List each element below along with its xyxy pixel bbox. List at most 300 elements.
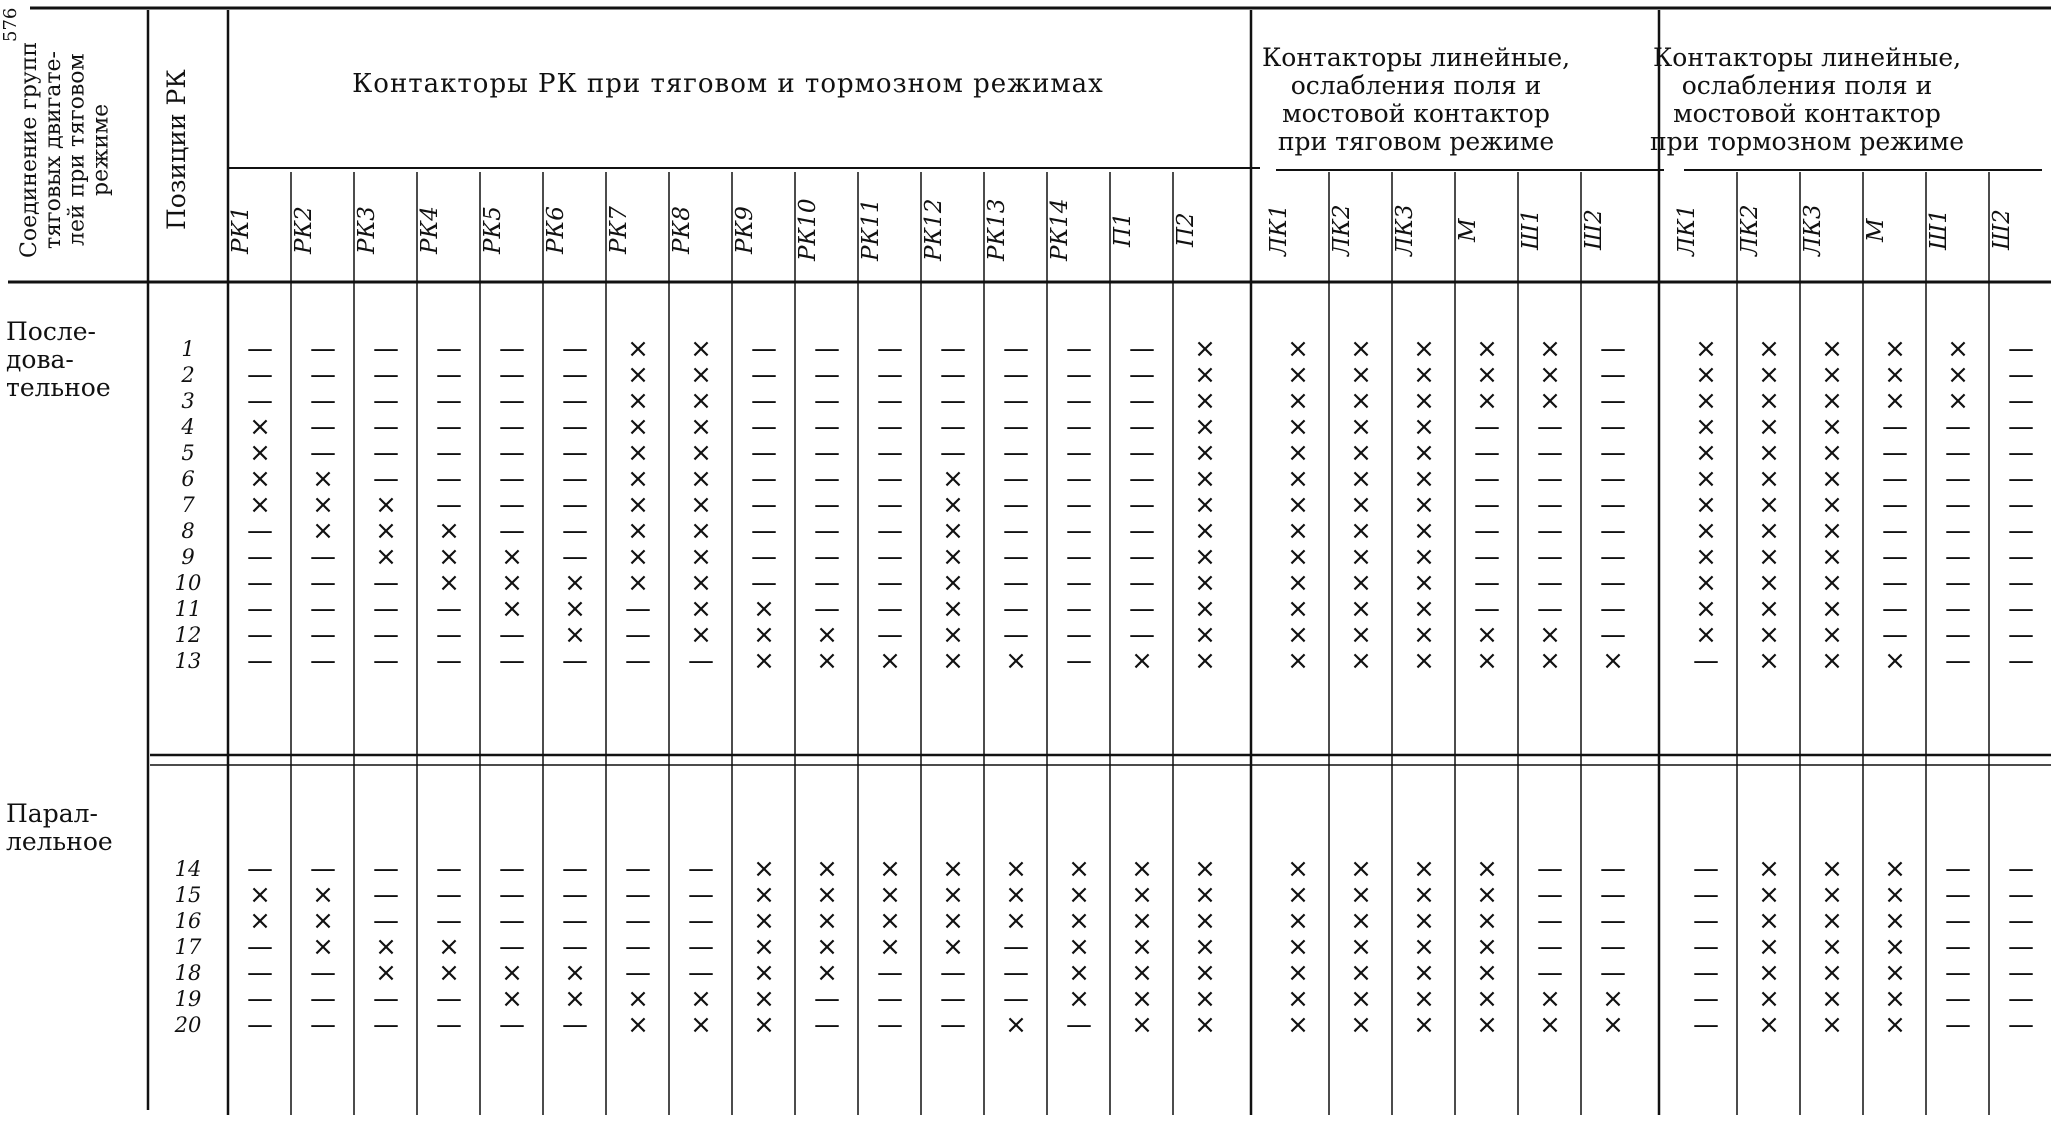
contact-closed-mark: × (1758, 386, 1780, 416)
contact-closed-mark: × (1287, 334, 1309, 364)
contact-open-mark: — (940, 334, 966, 364)
contact-open-mark: — (247, 620, 273, 650)
column-header: Ш1 (1926, 209, 1952, 251)
contact-open-mark: — (1537, 464, 1563, 494)
contact-open-mark: — (2008, 516, 2034, 546)
column-header: Ш1 (1518, 209, 1544, 251)
contact-closed-mark: × (375, 958, 397, 988)
contact-open-mark: — (814, 594, 840, 624)
contact-open-mark: — (1474, 464, 1500, 494)
contact-closed-mark: × (1758, 854, 1780, 884)
contact-closed-mark: × (690, 386, 712, 416)
contact-open-mark: — (1945, 1010, 1971, 1040)
contact-open-mark: — (499, 334, 525, 364)
contact-closed-mark: × (1413, 932, 1435, 962)
contact-open-mark: — (1066, 464, 1092, 494)
contact-open-mark: — (751, 568, 777, 598)
contact-open-mark: — (1129, 594, 1155, 624)
contact-open-mark: — (436, 880, 462, 910)
contact-closed-mark: × (627, 464, 649, 494)
contact-closed-mark: × (249, 464, 271, 494)
contact-closed-mark: × (1350, 854, 1372, 884)
contact-open-mark: — (1945, 984, 1971, 1014)
contact-closed-mark: × (753, 854, 775, 884)
contact-closed-mark: × (627, 984, 649, 1014)
contact-open-mark: — (1066, 334, 1092, 364)
contact-open-mark: — (1003, 438, 1029, 468)
contact-open-mark: — (1945, 516, 1971, 546)
contact-open-mark: — (562, 386, 588, 416)
contact-closed-mark: × (1068, 984, 1090, 1014)
contact-closed-mark: × (1350, 932, 1372, 962)
contact-open-mark: — (877, 594, 903, 624)
contact-open-mark: — (562, 334, 588, 364)
contact-open-mark: — (1129, 542, 1155, 572)
contact-closed-mark: × (1413, 490, 1435, 520)
contact-closed-mark: × (1821, 620, 1843, 650)
contact-open-mark: — (1600, 958, 1626, 988)
contact-open-mark: — (436, 412, 462, 442)
contact-open-mark: — (1693, 958, 1719, 988)
contact-open-mark: — (1129, 464, 1155, 494)
contact-open-mark: — (499, 490, 525, 520)
contact-closed-mark: × (879, 932, 901, 962)
contact-open-mark: — (436, 620, 462, 650)
contact-closed-mark: × (1821, 360, 1843, 390)
contact-open-mark: — (247, 594, 273, 624)
contact-closed-mark: × (1695, 412, 1717, 442)
contact-open-mark: — (562, 360, 588, 390)
contact-open-mark: — (940, 386, 966, 416)
column-header: ЛК1 (1674, 204, 1700, 256)
contact-open-mark: — (688, 880, 714, 910)
column-header: П2 (1173, 212, 1199, 248)
contact-closed-mark: × (1821, 854, 1843, 884)
contact-open-mark: — (1693, 984, 1719, 1014)
contact-closed-mark: × (1194, 386, 1216, 416)
contact-open-mark: — (1945, 438, 1971, 468)
contact-closed-mark: × (942, 932, 964, 962)
contact-closed-mark: × (1821, 1010, 1843, 1040)
position-number: 6 (181, 467, 195, 491)
contact-closed-mark: × (1413, 438, 1435, 468)
contact-open-mark: — (877, 984, 903, 1014)
contact-open-mark: — (751, 438, 777, 468)
contact-open-mark: — (877, 490, 903, 520)
contact-closed-mark: × (1539, 360, 1561, 390)
contact-closed-mark: × (1821, 958, 1843, 988)
contact-closed-mark: × (1947, 386, 1969, 416)
contact-closed-mark: × (1476, 1010, 1498, 1040)
contact-closed-mark: × (1413, 620, 1435, 650)
contact-closed-mark: × (501, 594, 523, 624)
contact-closed-mark: × (1539, 386, 1561, 416)
group-header-braking: Контакторы линейные, ослабления поля и мостовой контактор при тормозном режиме (1649, 43, 1965, 156)
contact-closed-mark: × (753, 984, 775, 1014)
contact-open-mark: — (373, 906, 399, 936)
contact-closed-mark: × (816, 646, 838, 676)
contact-closed-mark: × (1350, 1010, 1372, 1040)
contact-closed-mark: × (1413, 464, 1435, 494)
contact-open-mark: — (751, 516, 777, 546)
contact-closed-mark: × (1287, 932, 1309, 962)
contact-open-mark: — (310, 542, 336, 572)
contact-open-mark: — (751, 464, 777, 494)
contact-closed-mark: × (627, 490, 649, 520)
contact-closed-mark: × (1695, 490, 1717, 520)
contact-open-mark: — (373, 360, 399, 390)
contact-open-mark: — (247, 386, 273, 416)
contact-open-mark: — (814, 542, 840, 572)
contact-open-mark: — (436, 906, 462, 936)
contact-open-mark: — (1066, 386, 1092, 416)
contact-open-mark: — (1537, 542, 1563, 572)
contact-closed-mark: × (1539, 646, 1561, 676)
column-header: М (1455, 218, 1481, 242)
contact-closed-mark: × (438, 542, 460, 572)
contact-open-mark: — (1474, 412, 1500, 442)
contact-open-mark: — (625, 620, 651, 650)
contact-closed-mark: × (690, 1010, 712, 1040)
contact-closed-mark: × (627, 386, 649, 416)
contact-closed-mark: × (627, 334, 649, 364)
position-number: 11 (174, 597, 202, 621)
contact-closed-mark: × (312, 490, 334, 520)
contact-open-mark: — (751, 412, 777, 442)
contact-open-mark: — (877, 958, 903, 988)
position-number: 18 (174, 961, 202, 985)
contact-closed-mark: × (1413, 646, 1435, 676)
contact-open-mark: — (1003, 958, 1029, 988)
contact-closed-mark: × (1350, 542, 1372, 572)
contact-open-mark: — (1474, 594, 1500, 624)
contact-open-mark: — (1474, 490, 1500, 520)
contact-open-mark: — (1945, 620, 1971, 650)
contact-open-mark: — (562, 854, 588, 884)
contact-closed-mark: × (1194, 568, 1216, 598)
contact-open-mark: — (1003, 334, 1029, 364)
position-number: 1 (181, 337, 195, 361)
contact-closed-mark: × (1413, 360, 1435, 390)
contact-closed-mark: × (1131, 854, 1153, 884)
contact-closed-mark: × (942, 594, 964, 624)
contact-open-mark: — (1600, 464, 1626, 494)
contact-open-mark: — (2008, 386, 2034, 416)
position-number: 2 (181, 363, 195, 387)
contact-closed-mark: × (690, 620, 712, 650)
contact-open-mark: — (562, 464, 588, 494)
contact-closed-mark: × (249, 880, 271, 910)
contact-open-mark: — (2008, 906, 2034, 936)
contact-closed-mark: × (1476, 880, 1498, 910)
contact-closed-mark: × (1695, 438, 1717, 468)
contact-closed-mark: × (1695, 594, 1717, 624)
contact-closed-mark: × (1194, 438, 1216, 468)
contact-open-mark: — (1600, 854, 1626, 884)
contact-open-mark: — (877, 438, 903, 468)
contact-open-mark: — (436, 1010, 462, 1040)
column-header: РК12 (921, 198, 947, 262)
contact-closed-mark: × (1413, 958, 1435, 988)
contact-closed-mark: × (1287, 594, 1309, 624)
contact-open-mark: — (1129, 386, 1155, 416)
contact-closed-mark: × (1602, 646, 1624, 676)
contact-open-mark: — (436, 490, 462, 520)
contact-open-mark: — (751, 542, 777, 572)
contact-open-mark: — (2008, 854, 2034, 884)
contact-closed-mark: × (1884, 386, 1906, 416)
contact-open-mark: — (1474, 438, 1500, 468)
contact-open-mark: — (814, 412, 840, 442)
contact-closed-mark: × (1758, 334, 1780, 364)
contact-closed-mark: × (816, 880, 838, 910)
contact-closed-mark: × (1131, 906, 1153, 936)
contact-open-mark: — (1537, 880, 1563, 910)
contact-closed-mark: × (1821, 568, 1843, 598)
contact-open-mark: — (1537, 906, 1563, 936)
contact-closed-mark: × (1695, 516, 1717, 546)
contact-closed-mark: × (375, 516, 397, 546)
contact-closed-mark: × (690, 594, 712, 624)
contact-open-mark: — (562, 438, 588, 468)
contact-open-mark: — (1945, 412, 1971, 442)
contact-closed-mark: × (1131, 1010, 1153, 1040)
section-label-series: После- дова- тельное (6, 317, 111, 402)
contact-open-mark: — (814, 1010, 840, 1040)
contact-open-mark: — (1600, 932, 1626, 962)
contact-open-mark: — (1600, 542, 1626, 572)
contact-open-mark: — (1600, 438, 1626, 468)
contact-closed-mark: × (1758, 958, 1780, 988)
contact-open-mark: — (247, 932, 273, 962)
contact-open-mark: — (1129, 438, 1155, 468)
contact-open-mark: — (1066, 360, 1092, 390)
contact-open-mark: — (310, 854, 336, 884)
contact-closed-mark: × (249, 412, 271, 442)
contact-open-mark: — (310, 334, 336, 364)
contact-closed-mark: × (1413, 516, 1435, 546)
contact-closed-mark: × (1413, 334, 1435, 364)
contact-open-mark: — (940, 412, 966, 442)
contact-closed-mark: × (1476, 360, 1498, 390)
contact-open-mark: — (1882, 568, 1908, 598)
contact-closed-mark: × (438, 958, 460, 988)
contact-closed-mark: × (1476, 932, 1498, 962)
contact-closed-mark: × (1602, 1010, 1624, 1040)
contact-closed-mark: × (816, 854, 838, 884)
contact-open-mark: — (2008, 568, 2034, 598)
contact-closed-mark: × (690, 412, 712, 442)
column-header: ЛК2 (1329, 204, 1355, 256)
contact-open-mark: — (2008, 880, 2034, 910)
contact-open-mark: — (1882, 594, 1908, 624)
contact-open-mark: — (1003, 932, 1029, 962)
contact-closed-mark: × (501, 958, 523, 988)
contact-closed-mark: × (1068, 932, 1090, 962)
contact-open-mark: — (1945, 958, 1971, 988)
contact-closed-mark: × (1947, 360, 1969, 390)
contact-open-mark: — (499, 516, 525, 546)
contact-open-mark: — (1537, 438, 1563, 468)
contact-open-mark: — (1003, 464, 1029, 494)
contact-open-mark: — (562, 880, 588, 910)
contact-closed-mark: × (1758, 620, 1780, 650)
contact-open-mark: — (562, 542, 588, 572)
contact-open-mark: — (310, 646, 336, 676)
contact-closed-mark: × (1821, 646, 1843, 676)
contact-closed-mark: × (879, 854, 901, 884)
contact-open-mark: — (373, 984, 399, 1014)
contact-open-mark: — (625, 646, 651, 676)
contact-open-mark: — (1945, 854, 1971, 884)
contact-closed-mark: × (1350, 594, 1372, 624)
contact-open-mark: — (1600, 620, 1626, 650)
contact-closed-mark: × (1287, 464, 1309, 494)
contact-closed-mark: × (1350, 516, 1372, 546)
contact-closed-mark: × (816, 932, 838, 962)
column-header: Ш2 (1989, 209, 2015, 251)
contact-closed-mark: × (1194, 854, 1216, 884)
contact-closed-mark: × (1194, 932, 1216, 962)
contact-open-mark: — (940, 958, 966, 988)
contact-open-mark: — (625, 958, 651, 988)
contact-open-mark: — (1945, 906, 1971, 936)
position-number: 8 (181, 519, 195, 543)
contact-open-mark: — (247, 1010, 273, 1040)
contact-open-mark: — (2008, 932, 2034, 962)
contact-closed-mark: × (1194, 594, 1216, 624)
contact-open-mark: — (499, 620, 525, 650)
contact-closed-mark: × (627, 438, 649, 468)
contact-open-mark: — (1129, 568, 1155, 598)
contact-closed-mark: × (1194, 1010, 1216, 1040)
contact-open-mark: — (1129, 516, 1155, 546)
contact-open-mark: — (1600, 334, 1626, 364)
contact-open-mark: — (499, 386, 525, 416)
column-header: ЛК1 (1266, 204, 1292, 256)
contact-closed-mark: × (1350, 906, 1372, 936)
contact-open-mark: — (2008, 412, 2034, 442)
contact-open-mark: — (814, 360, 840, 390)
contact-closed-mark: × (1350, 646, 1372, 676)
column-header: ЛК3 (1800, 204, 1826, 256)
contact-closed-mark: × (690, 516, 712, 546)
contact-closed-mark: × (564, 620, 586, 650)
contact-closed-mark: × (690, 464, 712, 494)
contact-open-mark: — (562, 516, 588, 546)
contact-open-mark: — (1882, 516, 1908, 546)
contact-closed-mark: × (942, 854, 964, 884)
contact-open-mark: — (499, 854, 525, 884)
contact-closed-mark: × (690, 984, 712, 1014)
contact-open-mark: — (814, 464, 840, 494)
contact-closed-mark: × (690, 334, 712, 364)
contact-open-mark: — (688, 646, 714, 676)
contact-closed-mark: × (375, 542, 397, 572)
contact-closed-mark: × (1350, 568, 1372, 598)
contact-open-mark: — (499, 646, 525, 676)
contact-closed-mark: × (816, 958, 838, 988)
contact-closed-mark: × (1884, 360, 1906, 390)
contact-closed-mark: × (816, 906, 838, 936)
contact-closed-mark: × (1350, 958, 1372, 988)
contact-open-mark: — (877, 464, 903, 494)
contact-closed-mark: × (1821, 932, 1843, 962)
contact-closed-mark: × (1413, 1010, 1435, 1040)
contact-closed-mark: × (1287, 516, 1309, 546)
contact-closed-mark: × (1194, 412, 1216, 442)
contact-open-mark: — (877, 620, 903, 650)
contact-open-mark: — (562, 906, 588, 936)
contact-open-mark: — (1945, 932, 1971, 962)
contact-open-mark: — (2008, 984, 2034, 1014)
contact-open-mark: — (310, 958, 336, 988)
column-header: РК8 (669, 206, 695, 254)
contact-open-mark: — (1600, 412, 1626, 442)
contact-closed-mark: × (1287, 568, 1309, 598)
contact-closed-mark: × (1005, 880, 1027, 910)
contact-closed-mark: × (1413, 568, 1435, 598)
contact-open-mark: — (688, 906, 714, 936)
contact-closed-mark: × (753, 906, 775, 936)
contact-closed-mark: × (1539, 984, 1561, 1014)
column-header: РК9 (732, 206, 758, 254)
contact-closed-mark: × (627, 360, 649, 390)
contact-closed-mark: × (753, 958, 775, 988)
contact-closed-mark: × (312, 464, 334, 494)
contact-closed-mark: × (1068, 958, 1090, 988)
contact-open-mark: — (436, 984, 462, 1014)
contact-open-mark: — (310, 360, 336, 390)
column-header: РК13 (984, 198, 1010, 262)
contact-closed-mark: × (1068, 906, 1090, 936)
contact-open-mark: — (751, 334, 777, 364)
contact-open-mark: — (1003, 386, 1029, 416)
contact-closed-mark: × (438, 516, 460, 546)
contact-closed-mark: × (753, 880, 775, 910)
contact-closed-mark: × (1758, 542, 1780, 572)
contact-open-mark: — (1003, 360, 1029, 390)
contact-closed-mark: × (1287, 984, 1309, 1014)
contact-open-mark: — (1882, 438, 1908, 468)
contact-open-mark: — (2008, 958, 2034, 988)
contact-closed-mark: × (1758, 568, 1780, 598)
contact-open-mark: — (499, 438, 525, 468)
contact-closed-mark: × (1884, 932, 1906, 962)
contact-closed-mark: × (1350, 490, 1372, 520)
contact-closed-mark: × (1821, 984, 1843, 1014)
contact-closed-mark: × (1413, 594, 1435, 624)
contact-closed-mark: × (564, 568, 586, 598)
contact-open-mark: — (1537, 412, 1563, 442)
contact-closed-mark: × (942, 646, 964, 676)
contact-open-mark: — (1129, 360, 1155, 390)
contact-closed-mark: × (1287, 1010, 1309, 1040)
contact-closed-mark: × (1005, 1010, 1027, 1040)
contact-closed-mark: × (1413, 412, 1435, 442)
contact-open-mark: — (814, 386, 840, 416)
contact-open-mark: — (1693, 854, 1719, 884)
contact-closed-mark: × (1695, 620, 1717, 650)
contact-open-mark: — (1066, 620, 1092, 650)
contact-closed-mark: × (501, 984, 523, 1014)
contact-open-mark: — (625, 880, 651, 910)
contact-closed-mark: × (1695, 386, 1717, 416)
contact-closed-mark: × (942, 516, 964, 546)
contact-closed-mark: × (1884, 984, 1906, 1014)
contact-open-mark: — (1066, 568, 1092, 598)
contact-open-mark: — (436, 334, 462, 364)
